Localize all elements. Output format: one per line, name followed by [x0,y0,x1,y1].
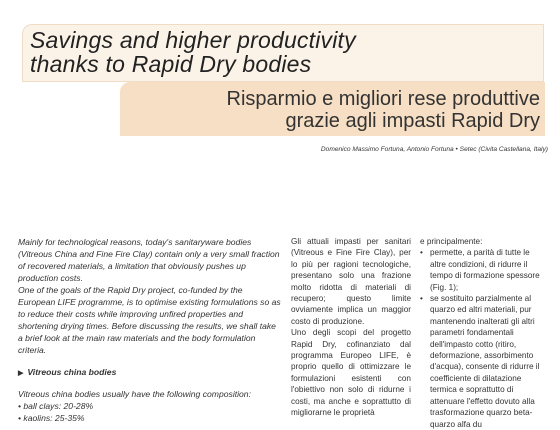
italian-title [120,88,540,132]
composition-list-item: • ball clays: 20-28% [18,401,94,411]
authors-byline: Domenico Massimo Fortuna, Antonio Fortuna • Setec (Civita Castellana, Italy) [320,146,548,153]
italian-column-2 [420,236,546,430]
subheading-text: Vitreous china bodies [27,367,117,377]
composition-list [18,400,281,424]
italian-title-line-2: grazie agli impasti Rapid Dry [285,110,540,132]
italian-bullet-item: • se sostituito parzialmente al quarzo ed altri materiali, pur mantenendo inalterati gli altri parametri fondamentali dell'impasto cotto (ritiro, deformazione, assorbimento d'acqua), consente di ridurre il coefficiente di dilatazione termica e soprattutto di attenuare l'effetto dovuto alla trasformazione quarzo beta-quarzo alfa du [420,293,546,430]
english-title-line-1: Savings and higher productivity [30,27,356,53]
english-column [18,236,281,424]
italian-intro: e principalmente: [420,237,483,246]
section-subheading [18,366,281,380]
italian-paragraph-1: Gli attuali impasti per sanitari (Vitreous e Fine Fire Clay), per lo più per ragioni tecnologiche, presentano solo una frazione molto ridotta di materiali di recupero; questo limite ovviamente implica un maggior costo di produzione. [291,237,411,326]
subheading-bullet-icon: ▶ [18,370,24,377]
italian-column-1 [291,236,411,419]
english-paragraph-1: Mainly for technological reasons, today's sanitaryware bodies (Vitreous China and Fine Fire Clay) contain only a very small fraction of recovered materials, a limitation that obviously pushes up production costs. [18,237,280,283]
italian-title-line-1: Risparmio e migliori rese produttive [226,88,540,110]
italian-paragraph-2: Uno degli scopi del progetto Rapid Dry, cofinanziato dal programma Europeo LIFE, è proprio quello di ottimizzare le formulazioni esistenti con l'obiettivo non solo di ridurne i costi, ma anche e soprattutto di migliorarne le proprietà [291,328,411,418]
english-title [30,28,530,76]
composition-list-item: • kaolins: 25-35% [18,413,85,423]
english-title-line-2: thanks to Rapid Dry bodies [30,51,312,77]
english-paragraph-2: One of the goals of the Rapid Dry project, co-funded by the European LIFE programme, is to optimise existing formulations so as to reduce their costs while improving unfired properties and shortening drying times. Before discussing the results, we shall take a brief look at the main raw materials and the body formulation criteria. [18,285,281,355]
italian-bullet-item: • permette, a parità di tutte le altre condizioni, di ridurre il tempo di formazione spessore (Fig. 1); [420,247,546,293]
italian-bullet-list [420,247,546,430]
english-paragraph-3: Vitreous china bodies usually have the following composition: [18,389,251,399]
